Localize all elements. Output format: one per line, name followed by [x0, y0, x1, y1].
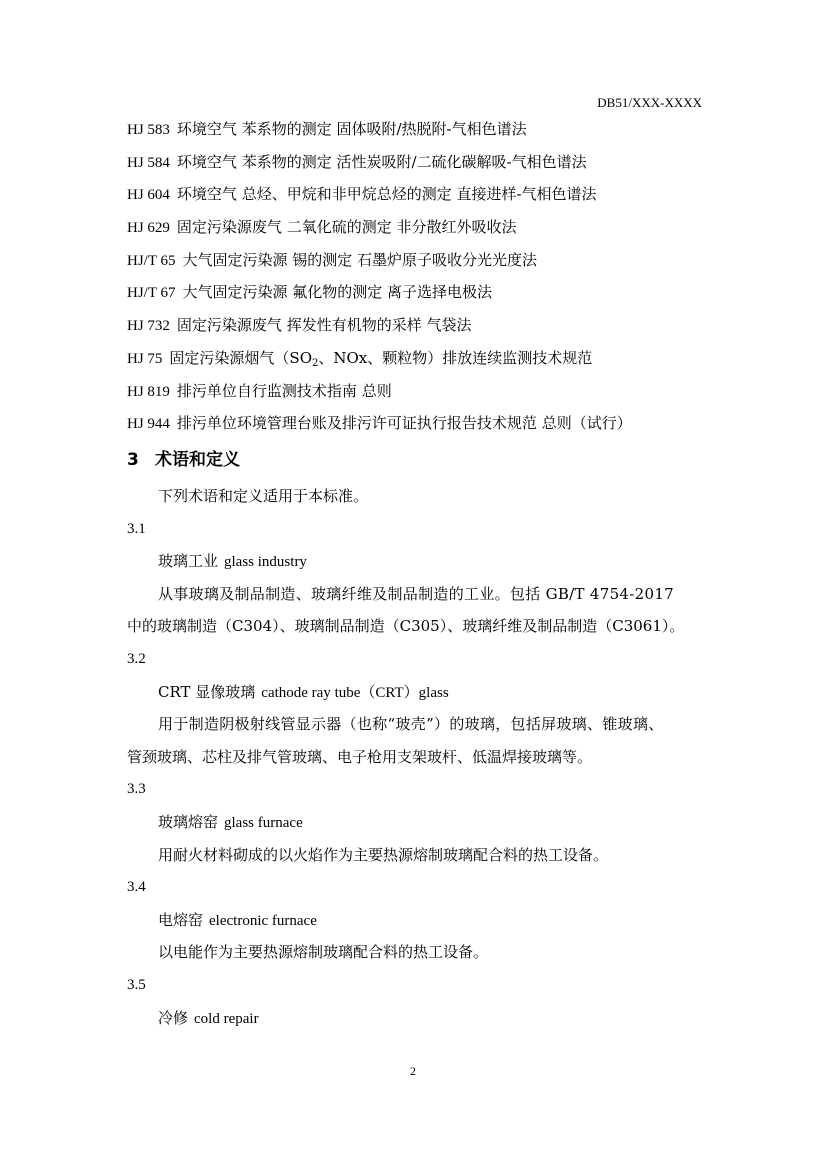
page-number: 2 [410, 1064, 416, 1078]
reference-code: HJ/T 67 [127, 285, 176, 302]
term-heading [127, 806, 707, 839]
section-number: 3 [127, 450, 139, 470]
term-english: glass industry [224, 554, 307, 571]
term-definition-line: 以电能作为主要热源熔制玻璃配合料的热工设备。 [158, 943, 489, 962]
term-english: glass furnace [224, 814, 303, 831]
term-english: electronic furnace [209, 912, 317, 929]
term-definition-line: 用耐火材料砌成的以火焰作为主要热源熔制玻璃配合料的热工设备。 [158, 845, 609, 864]
reference-item [127, 276, 717, 309]
term-heading [127, 904, 707, 937]
term-chinese: 玻璃工业 [158, 552, 219, 571]
term-definition-line: 从事玻璃及制品制造、玻璃纤维及制品制造的工业。包括 GB/T 4754-2017 [158, 584, 675, 603]
reference-item [127, 407, 717, 440]
normative-reference-list [127, 113, 717, 440]
reference-title: 固定污染源废气 二氧化硫的测定 非分散红外吸收法 [176, 218, 517, 237]
term-heading [127, 1002, 707, 1035]
reference-code: HJ 604 [127, 187, 170, 204]
reference-code: HJ 819 [127, 383, 170, 400]
reference-item [127, 178, 717, 211]
reference-title: 大气固定污染源 锡的测定 石墨炉原子吸收分光光度法 [182, 250, 538, 269]
term-number: 3.5 [127, 976, 146, 993]
term-definition-line: 中的玻璃制造（C304）、玻璃制品制造（C305）、玻璃纤维及制品制造（C3061）。 [127, 617, 685, 636]
term-definition-line: 用于制造阴极射线管显示器（也称“玻壳”）的玻璃，包括屏玻璃、锥玻璃、 [158, 715, 664, 734]
reference-title: 排污单位自行监测技术指南 总则 [176, 381, 392, 400]
term-definition-line: 管颈玻璃、芯柱及排气管玻璃、电子枪用支架玻杆、低温焊接玻璃等。 [127, 747, 593, 766]
reference-title: 排污单位环境管理台账及排污许可证执行报告技术规范 总则（试行） [176, 414, 632, 433]
reference-title: 环境空气 苯系物的测定 固体吸附/热脱附-气相色谱法 [176, 120, 527, 138]
document-id-header: DB51/XXX-XXXX [597, 95, 702, 110]
reference-item [127, 309, 717, 342]
term-chinese: 冷修 [158, 1008, 189, 1027]
term-number: 3.4 [127, 879, 146, 896]
term-heading [127, 545, 707, 578]
reference-item [127, 342, 717, 375]
reference-code: HJ/T 65 [127, 252, 176, 269]
reference-title-end: 、NOx、颗粒物）排放连续监测技术规范 [318, 348, 593, 367]
section-title: 术语和定义 [155, 450, 240, 470]
reference-code: HJ 584 [127, 154, 170, 171]
term-heading [127, 676, 707, 709]
reference-code: HJ 944 [127, 416, 170, 433]
terms-and-definitions-body [127, 480, 707, 1034]
term-number: 3.1 [127, 520, 146, 537]
section-heading [127, 446, 240, 474]
reference-code: HJ 732 [127, 318, 170, 335]
reference-code: HJ 583 [127, 122, 170, 138]
term-number: 3.2 [127, 650, 146, 667]
term-english: cold repair [194, 1010, 259, 1027]
reference-code: HJ 629 [127, 220, 170, 237]
term-english: cathode ray tube（CRT）glass [261, 684, 449, 701]
reference-title-start: 固定污染源烟气（SO [169, 348, 312, 367]
reference-item [127, 244, 717, 277]
reference-item [127, 146, 717, 179]
reference-title: 环境空气 总烃、甲烷和非甲烷总烃的测定 直接进样-气相色谱法 [176, 185, 597, 204]
term-chinese: CRT 显像玻璃 [158, 682, 256, 701]
reference-item [127, 375, 717, 408]
reference-item [127, 211, 717, 244]
section-intro: 下列术语和定义适用于本标准。 [158, 487, 369, 505]
term-chinese: 电熔窑 [158, 910, 204, 929]
term-number: 3.3 [127, 781, 146, 798]
reference-title: 固定污染源废气 挥发性有机物的采样 气袋法 [176, 316, 472, 335]
reference-title: 环境空气 苯系物的测定 活性炭吸附/二硫化碳解吸-气相色谱法 [176, 152, 587, 171]
reference-item [127, 113, 717, 146]
term-chinese: 玻璃熔窑 [158, 812, 219, 831]
reference-title: 大气固定污染源 氟化物的测定 离子选择电极法 [182, 283, 493, 302]
reference-code: HJ 75 [127, 350, 163, 367]
subscript-digit: 2 [312, 357, 319, 369]
